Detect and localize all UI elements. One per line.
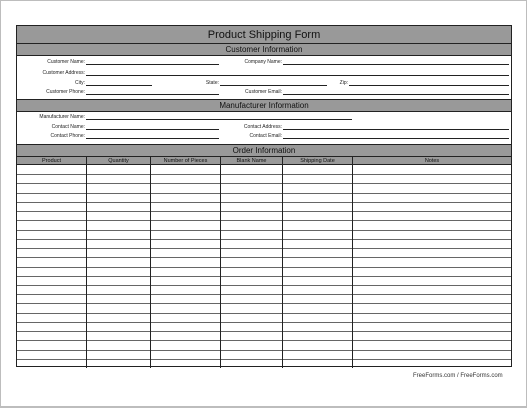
col-quantity: Quantity: [87, 157, 151, 165]
contact-name-field[interactable]: [86, 129, 219, 130]
col-product: Product: [17, 157, 87, 165]
customer-email-label: Customer Email:: [245, 89, 282, 95]
customer-phone-label: Customer Phone:: [46, 89, 85, 95]
customer-phone-field[interactable]: [86, 94, 219, 95]
contact-address-label: Contact Address:: [243, 124, 282, 130]
footer-credit: FreeForms.com / FreeForms.com: [413, 373, 503, 379]
contact-phone-field[interactable]: [86, 138, 219, 139]
company-name-label: Company Name:: [244, 59, 282, 65]
form-title: Product Shipping Form: [17, 26, 511, 45]
manufacturer-name-field[interactable]: [86, 119, 352, 120]
zip-label: Zip:: [339, 80, 348, 86]
city-field[interactable]: [86, 85, 152, 86]
col-blank-name: Blank Name: [221, 157, 283, 165]
section-order-information: Order Information: [17, 144, 511, 157]
contact-phone-label: Contact Phone:: [50, 133, 85, 139]
city-label: City:: [75, 80, 85, 86]
section-customer-information: Customer Information: [17, 43, 511, 56]
customer-email-field[interactable]: [283, 94, 509, 95]
customer-address-label: Customer Address:: [42, 70, 85, 76]
customer-name-field[interactable]: [86, 64, 219, 65]
customer-address-field[interactable]: [86, 75, 509, 76]
col-number-of-pieces: Number of Pieces: [151, 157, 221, 165]
col-shipping-date: Shipping Date: [283, 157, 353, 165]
manufacturer-name-label: Manufacturer Name:: [39, 114, 85, 120]
customer-name-label: Customer Name:: [47, 59, 85, 65]
contact-name-label: Contact Name:: [51, 124, 85, 130]
company-name-field[interactable]: [283, 64, 509, 65]
order-table-grid[interactable]: [17, 165, 511, 368]
zip-field[interactable]: [349, 85, 509, 86]
contact-address-field[interactable]: [283, 129, 509, 130]
contact-email-field[interactable]: [283, 138, 509, 139]
col-notes: Notes: [424, 158, 440, 164]
section-manufacturer-information: Manufacturer Information: [17, 99, 511, 112]
contact-email-label: Contact Email:: [249, 133, 282, 139]
state-field[interactable]: [220, 85, 327, 86]
product-shipping-form: [16, 25, 512, 367]
state-label: State:: [205, 80, 219, 86]
